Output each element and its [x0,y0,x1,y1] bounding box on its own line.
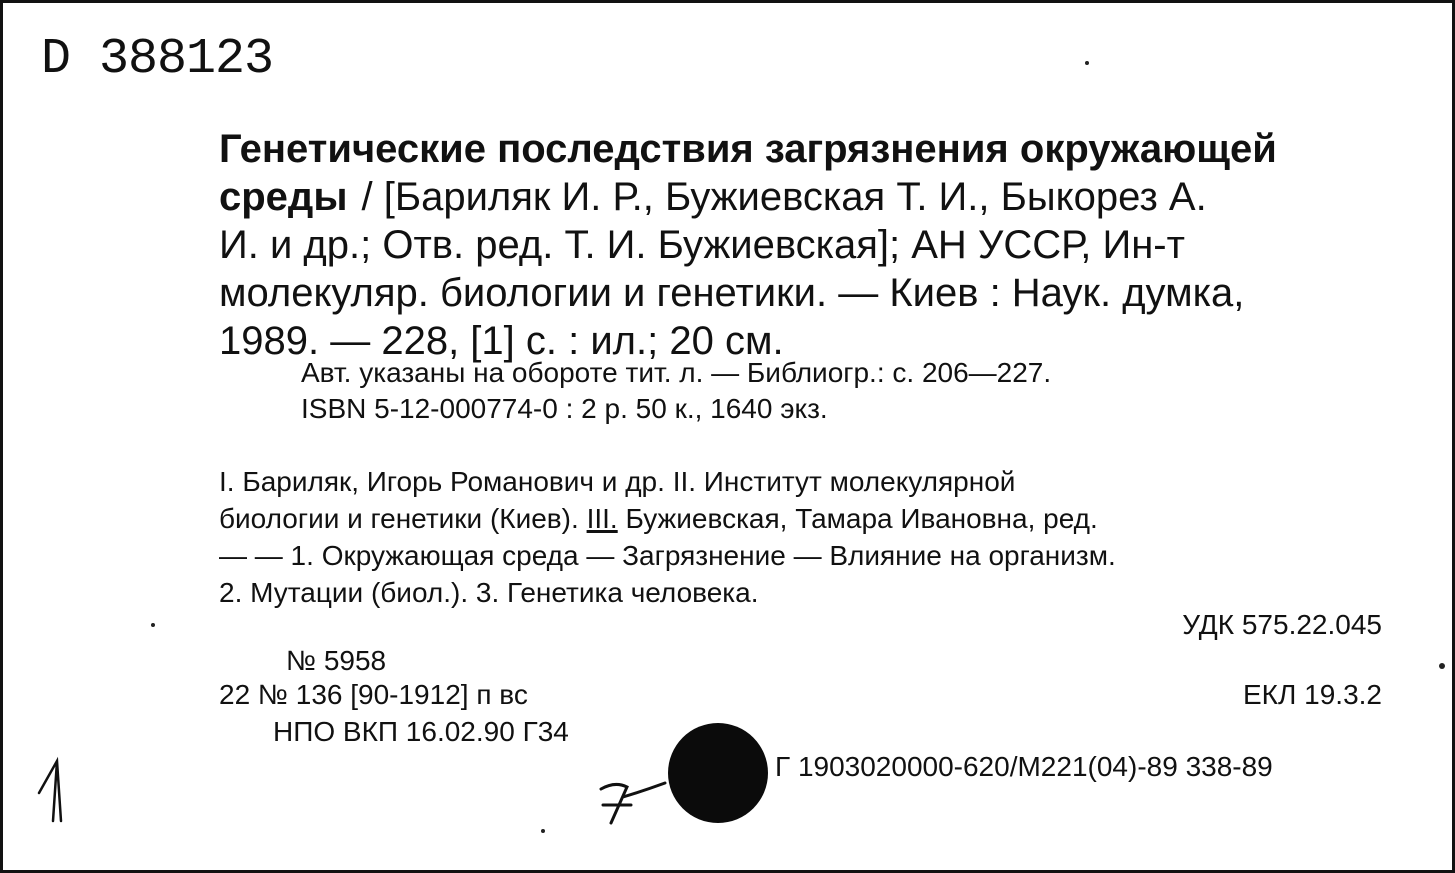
tracings [219,463,1385,611]
main-entry-line [219,269,1385,317]
catalog-number: D 388123 [41,31,274,88]
publication-statement: молекуляр. биологии и генетики. — Киев : Наук. думка, [219,271,1245,315]
notes [301,355,1051,427]
tracing-line: — — 1. Окружающая среда — Загрязнение — Влияние на организм. [219,540,1116,571]
author-note: Авт. указаны на обороте тит. л. — Библиогр.: с. 206—227. [301,357,1052,388]
printer-info: НПО ВКП 16.02.90 Г34 [273,716,569,747]
classification-code: Г 1903020000-620/М221(04)-89 338-89 [775,751,1273,782]
tracing-line: 2. Мутации (биол.). 3. Генетика человека. [219,577,759,608]
handwritten-seven-icon [593,775,673,835]
main-entry-line [219,173,1385,221]
editor-statement: И. и др.; Отв. ред. Т. И. Бужиевская]; АН УССР, Ин-т [219,223,1185,267]
main-entry [219,125,1385,365]
speck [541,829,545,833]
responsibility-statement: / [Бариляк И. Р., Бужиевская Т. И., Быкорез А. [361,175,1207,219]
speck [151,623,155,627]
order-info: 22 № 136 [90-1912] п вс [219,679,528,710]
speck [1439,663,1445,669]
tracing-number-three: III. [586,503,618,534]
tracing-line: I. Бариляк, Игорь Романович и др. II. Институт молекулярной [219,466,1016,497]
punched-hole-icon [668,723,768,823]
title-part2: среды [219,175,348,219]
main-entry-line [219,221,1385,269]
ekl-code: ЕКЛ 19.3.2 [1243,679,1382,710]
speck [1085,61,1089,65]
card-number: № 5958 [286,645,387,676]
isbn-note: ISBN 5-12-000774-0 : 2 р. 50 к., 1640 экз. [301,393,828,424]
handwritten-one-icon [31,755,71,825]
physical-description: 1989. — 228, [1] с. : ил.; 20 см. [219,319,784,363]
main-entry-line [219,125,1385,173]
tracing-line: биологии и генетики (Киев). III. Бужиевская, Тамара Ивановна, ред. [219,503,1098,534]
title-part1: Генетические последствия загрязнения окружающей [219,127,1277,171]
udk-code: УДК 575.22.045 [1182,609,1382,640]
